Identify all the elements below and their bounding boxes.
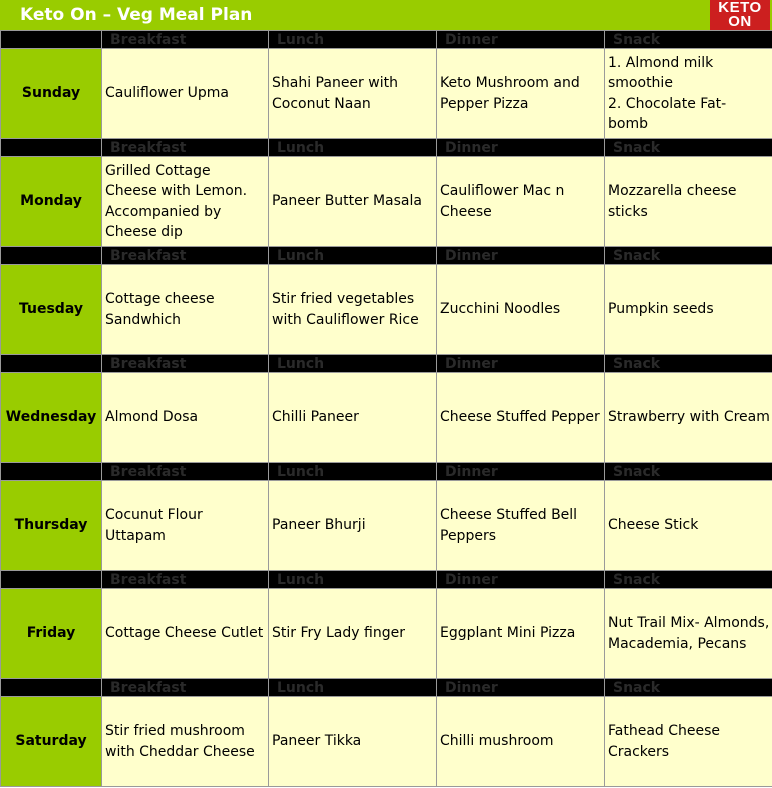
- meal-header-lunch: Lunch: [269, 571, 437, 589]
- meal-cell-lunch: [269, 373, 437, 463]
- meal-header-snack: Snack: [605, 679, 772, 697]
- title-bar: [0, 0, 772, 30]
- meal-text: 2. Chocolate Fat- bomb: [608, 95, 727, 132]
- meal-header-dinner: Dinner: [437, 679, 605, 697]
- meal-cell-dinner: [437, 589, 605, 679]
- day-label: Thursday: [1, 481, 102, 571]
- meal-text: Grilled Cottage Cheese with Lemon. Accompanied by Cheese dip: [105, 162, 248, 240]
- meal-text: Keto Mushroom and Pepper Pizza: [440, 75, 580, 112]
- meal-cell-snack: [605, 49, 772, 139]
- page-title: Keto On – Veg Meal Plan: [20, 5, 253, 25]
- meal-text: Paneer Bhurji: [272, 517, 366, 534]
- meal-text: Cottage Cheese Cutlet: [105, 625, 264, 642]
- meal-text: Stir fried mushroom with Cheddar Cheese: [105, 723, 255, 760]
- meal-text: Zucchini Noodles: [440, 301, 561, 318]
- meal-header-breakfast: Breakfast: [102, 463, 269, 481]
- meal-cell-dinner: [437, 265, 605, 355]
- meal-header-breakfast: Breakfast: [102, 571, 269, 589]
- keto-on-logo: [710, 0, 770, 30]
- meal-text: Nut Trail Mix- Almonds, Macademia, Pecans: [608, 615, 770, 652]
- meal-header-row: [1, 247, 772, 265]
- day-label: Sunday: [1, 49, 102, 139]
- meal-text: Shahi Paneer with Coconut Naan: [272, 75, 398, 112]
- meal-text: Cauliflower Mac n Cheese: [440, 183, 565, 220]
- day-row-monday: [1, 157, 772, 247]
- meal-text: Chilli mushroom: [440, 733, 554, 750]
- meal-header-lunch: Lunch: [269, 139, 437, 157]
- meal-text: Pumpkin seeds: [608, 301, 714, 318]
- meal-header-row: [1, 139, 772, 157]
- meal-cell-snack: [605, 589, 772, 679]
- meal-cell-dinner: [437, 49, 605, 139]
- meal-header-snack: Snack: [605, 571, 772, 589]
- day-row-thursday: [1, 481, 772, 571]
- meal-header-row: [1, 571, 772, 589]
- meal-header-snack: Snack: [605, 355, 772, 373]
- meal-header-snack: Snack: [605, 247, 772, 265]
- day-label: Monday: [1, 157, 102, 247]
- meal-header-snack: Snack: [605, 139, 772, 157]
- meal-cell-lunch: [269, 697, 437, 787]
- day-row-wednesday: [1, 373, 772, 463]
- day-row-saturday: [1, 697, 772, 787]
- meal-header-dinner: Dinner: [437, 355, 605, 373]
- meal-cell-dinner: [437, 373, 605, 463]
- meal-cell-lunch: [269, 157, 437, 247]
- header-corner-cell: [1, 139, 102, 157]
- day-label: Saturday: [1, 697, 102, 787]
- meal-header-row: [1, 679, 772, 697]
- meal-text: Strawberry with Cream: [608, 409, 770, 426]
- meal-header-row: [1, 463, 772, 481]
- meal-text: Fathead Cheese Crackers: [608, 723, 721, 760]
- meal-text: Paneer Tikka: [272, 733, 362, 750]
- meal-text: Cheese Stuffed Pepper: [440, 409, 600, 426]
- meal-cell-breakfast: [102, 481, 269, 571]
- logo-line-2: ON: [728, 13, 752, 30]
- meal-header-breakfast: Breakfast: [102, 31, 269, 49]
- meal-cell-dinner: [437, 481, 605, 571]
- meal-cell-snack: [605, 265, 772, 355]
- day-label: Tuesday: [1, 265, 102, 355]
- day-label: Wednesday: [1, 373, 102, 463]
- meal-header-dinner: Dinner: [437, 463, 605, 481]
- meal-text: Cocunut Flour Uttapam: [105, 507, 203, 544]
- meal-header-lunch: Lunch: [269, 679, 437, 697]
- meal-cell-breakfast: [102, 373, 269, 463]
- day-label: Friday: [1, 589, 102, 679]
- meal-text: Almond Dosa: [105, 409, 199, 426]
- meal-cell-dinner: [437, 697, 605, 787]
- day-row-tuesday: [1, 265, 772, 355]
- meal-plan-table: [0, 30, 772, 787]
- header-corner-cell: [1, 247, 102, 265]
- meal-cell-breakfast: [102, 265, 269, 355]
- day-row-sunday: [1, 49, 772, 139]
- day-row-friday: [1, 589, 772, 679]
- meal-header-dinner: Dinner: [437, 31, 605, 49]
- meal-header-lunch: Lunch: [269, 31, 437, 49]
- header-corner-cell: [1, 463, 102, 481]
- meal-cell-breakfast: [102, 49, 269, 139]
- header-corner-cell: [1, 355, 102, 373]
- header-corner-cell: [1, 31, 102, 49]
- meal-text: 1. Almond milk smoothie: [608, 54, 714, 91]
- meal-text: Cheese Stick: [608, 517, 699, 534]
- header-corner-cell: [1, 679, 102, 697]
- meal-cell-snack: [605, 697, 772, 787]
- logo-line-1: KETO: [718, 0, 762, 16]
- meal-text: Eggplant Mini Pizza: [440, 625, 576, 642]
- meal-cell-snack: [605, 481, 772, 571]
- meal-text: Cauliflower Upma: [105, 85, 230, 102]
- meal-text: Chilli Paneer: [272, 409, 359, 426]
- header-corner-cell: [1, 571, 102, 589]
- meal-header-snack: Snack: [605, 31, 772, 49]
- meal-cell-breakfast: [102, 157, 269, 247]
- meal-header-lunch: Lunch: [269, 355, 437, 373]
- meal-cell-lunch: [269, 49, 437, 139]
- meal-cell-snack: [605, 157, 772, 247]
- meal-header-row: [1, 355, 772, 373]
- meal-text: Paneer Butter Masala: [272, 193, 422, 210]
- meal-header-dinner: Dinner: [437, 139, 605, 157]
- meal-text: Mozzarella cheese sticks: [608, 183, 737, 220]
- meal-header-snack: Snack: [605, 463, 772, 481]
- meal-plan-body: [1, 31, 772, 787]
- meal-header-breakfast: Breakfast: [102, 247, 269, 265]
- meal-header-breakfast: Breakfast: [102, 355, 269, 373]
- meal-header-dinner: Dinner: [437, 571, 605, 589]
- meal-header-lunch: Lunch: [269, 247, 437, 265]
- meal-text: Cheese Stuffed Bell Peppers: [440, 507, 578, 544]
- meal-text: Cottage cheese Sandwhich: [105, 291, 215, 328]
- meal-header-dinner: Dinner: [437, 247, 605, 265]
- meal-cell-snack: [605, 373, 772, 463]
- meal-cell-lunch: [269, 481, 437, 571]
- meal-text: Stir fried vegetables with Cauliflower Rice: [272, 291, 419, 328]
- meal-text: Stir Fry Lady finger: [272, 625, 405, 642]
- meal-cell-dinner: [437, 157, 605, 247]
- meal-header-breakfast: Breakfast: [102, 679, 269, 697]
- meal-header-row: [1, 31, 772, 49]
- meal-cell-lunch: [269, 265, 437, 355]
- meal-cell-breakfast: [102, 589, 269, 679]
- meal-cell-breakfast: [102, 697, 269, 787]
- meal-header-lunch: Lunch: [269, 463, 437, 481]
- meal-cell-lunch: [269, 589, 437, 679]
- meal-header-breakfast: Breakfast: [102, 139, 269, 157]
